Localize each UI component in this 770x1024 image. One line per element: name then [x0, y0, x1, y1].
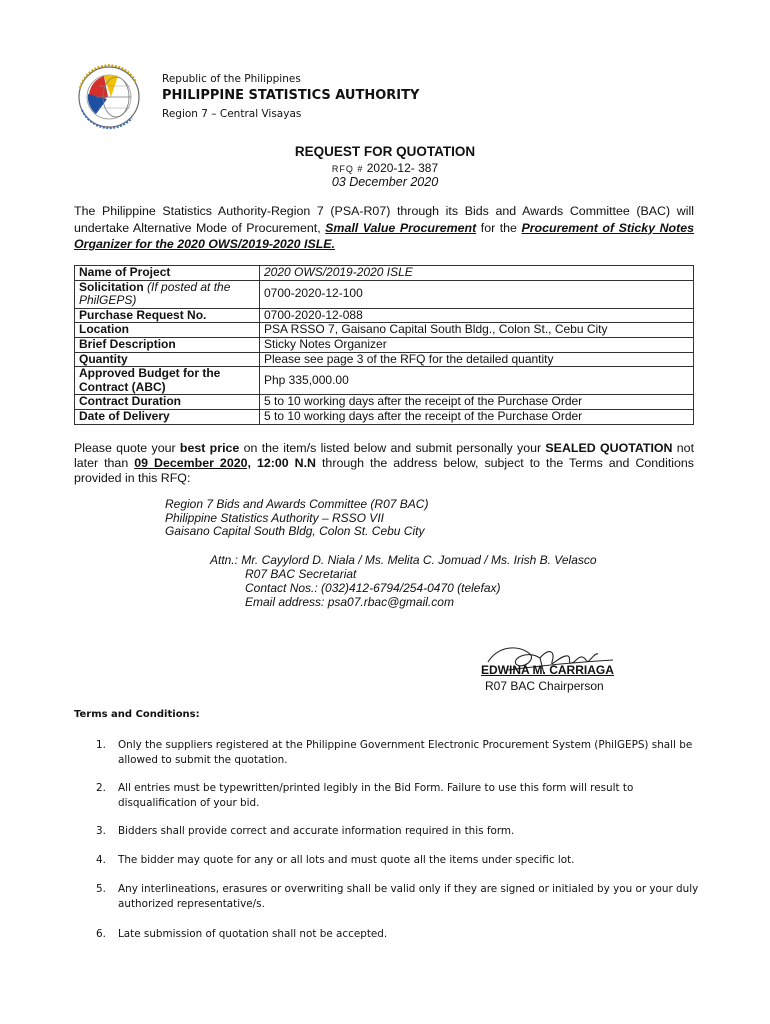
- deadline-time: 12:00 N.N: [250, 456, 316, 470]
- solicitation-value: 0700-2020-12-100: [260, 280, 694, 308]
- name-of-project-value: 2020 OWS/2019-2020 ISLE: [260, 266, 694, 281]
- procurement-project: Procurement of Sticky Notes Organizer for the 2020 OWS/2019-2020 ISLE.: [74, 220, 695, 251]
- intro-paragraph: [74, 203, 694, 253]
- quote-text-2: on the item/s listed below and submit personally your: [239, 441, 546, 455]
- purchase-request-value: 0700-2020-12-088: [260, 308, 694, 323]
- quote-text-4: through the address below, subject to the Terms and Conditions provided in this RFQ:: [74, 456, 694, 485]
- quantity-label: Quantity: [75, 352, 260, 367]
- rfq-label: RFQ #: [331, 164, 364, 174]
- terms-item: [96, 927, 700, 942]
- document-date: 03 December 2020: [331, 175, 439, 189]
- brief-description-label: Brief Description: [75, 337, 260, 352]
- terms-item-text: Only the suppliers registered at the Philippine Government Electronic Procurement System (PhilGEPS) shall be allowed to submit the quotation.: [118, 739, 693, 766]
- terms-item-text: Bidders shall provide correct and accurate information required in this form.: [118, 825, 515, 837]
- document-title: REQUEST FOR QUOTATION: [294, 144, 476, 159]
- table-row: [75, 367, 694, 395]
- signatory-name: EDWINA M. CARRIAGA: [481, 663, 614, 677]
- terms-item-text: The bidder may quote for any or all lots and must quote all the items under specific lot.: [118, 854, 575, 866]
- solicitation-note: (If posted at the PhilGEPS): [79, 279, 231, 308]
- project-info-table: [74, 265, 694, 425]
- location-label: Location: [75, 323, 260, 338]
- terms-item-number: 5.: [96, 883, 106, 895]
- contract-duration-value: 5 to 10 working days after the receipt of the Purchase Order: [260, 395, 694, 410]
- intro-text-1: The Philippine Statistics Authority-Region 7 (PSA-R07) through its Bids and Awards Committee (BAC) will undertake Alternative Mode of Procurement,: [74, 204, 694, 235]
- date-of-delivery-value: 5 to 10 working days after the receipt of the Purchase Order: [260, 409, 694, 424]
- rfq-number: [0, 161, 770, 175]
- location-value: PSA RSSO 7, Gaisano Capital South Bldg., Colon St., Cebu City: [260, 323, 694, 338]
- header-republic: Republic of the Philippines: [162, 73, 301, 85]
- terms-item-number: 3.: [96, 825, 106, 837]
- submission-address: [165, 498, 428, 539]
- terms-item: [96, 824, 700, 839]
- date-of-delivery-label: Date of Delivery: [75, 409, 260, 424]
- attention-names: Attn.: Mr. Cayylord D. Niala / Ms. Melita C. Jomuad / Ms. Irish B. Velasco: [210, 553, 597, 567]
- quote-instruction: [74, 441, 694, 486]
- name-of-project-label: Name of Project: [75, 266, 260, 281]
- contract-duration-label: Contract Duration: [75, 395, 260, 410]
- terms-item: [96, 738, 700, 768]
- terms-item-text: Late submission of quotation shall not be accepted.: [118, 928, 388, 940]
- terms-heading: Terms and Conditions:: [74, 709, 200, 720]
- terms-item: [96, 882, 700, 912]
- terms-item-text: Any interlineations, erasures or overwriting shall be valid only if they are signed or initialed by you or your duly authorized representative/s.: [118, 883, 699, 910]
- brief-description-value: Sticky Notes Organizer: [260, 337, 694, 352]
- deadline-date: 09 December 2020,: [134, 456, 251, 470]
- abc-value: Php 335,000.00: [260, 367, 694, 395]
- email-address: Email address: psa07.rbac@gmail.com: [245, 595, 454, 609]
- address-line: Philippine Statistics Authority – RSSO VII: [165, 510, 384, 525]
- signatory-title: R07 BAC Chairperson: [485, 679, 604, 693]
- address-line: Region 7 Bids and Awards Committee (R07 BAC): [165, 497, 429, 511]
- psa-seal-logo: [74, 64, 148, 130]
- rfq-value: 2020-12- 387: [366, 161, 439, 175]
- header-agency: PHILIPPINE STATISTICS AUTHORITY: [162, 88, 420, 103]
- abc-label: Approved Budget for the Contract (ABC): [75, 367, 260, 395]
- table-row: [75, 409, 694, 424]
- solicitation-label-cell: [75, 280, 260, 308]
- table-row: [75, 352, 694, 367]
- table-row: [75, 323, 694, 338]
- table-row: [75, 280, 694, 308]
- terms-item: [96, 853, 700, 868]
- attention-secretariat: R07 BAC Secretariat: [245, 567, 357, 581]
- terms-item-number: 1.: [96, 739, 106, 751]
- terms-item: [96, 781, 700, 811]
- sealed-quotation: SEALED QUOTATION: [545, 441, 673, 455]
- purchase-request-label: Purchase Request No.: [75, 308, 260, 323]
- best-price: best price: [179, 441, 240, 455]
- quote-text-1: Please quote your: [74, 441, 180, 455]
- table-row: [75, 266, 694, 281]
- quantity-value: Please see page 3 of the RFQ for the detailed quantity: [260, 352, 694, 367]
- contact-numbers: Contact Nos.: (032)412-6794/254-0470 (telefax): [245, 581, 501, 595]
- table-row: [75, 308, 694, 323]
- letterhead: [74, 64, 594, 134]
- header-region: Region 7 – Central Visayas: [162, 108, 302, 120]
- table-row: [75, 337, 694, 352]
- address-line: Gaisano Capital South Bldg, Colon St. Cebu City: [165, 524, 425, 539]
- terms-item-number: 2.: [96, 782, 106, 794]
- quote-text-3: not later than: [74, 441, 695, 470]
- terms-item-number: 4.: [96, 854, 106, 866]
- attention-block: [210, 553, 597, 609]
- table-row: [75, 395, 694, 410]
- solicitation-label: Solicitation: [79, 279, 144, 294]
- terms-item-number: 6.: [96, 928, 106, 940]
- intro-text-2: for the: [476, 220, 522, 235]
- terms-item-text: All entries must be typewritten/printed legibly in the Bid Form. Failure to use this form will result to disqualification of your bid.: [118, 782, 634, 809]
- procurement-mode: Small Value Procurement: [325, 220, 477, 235]
